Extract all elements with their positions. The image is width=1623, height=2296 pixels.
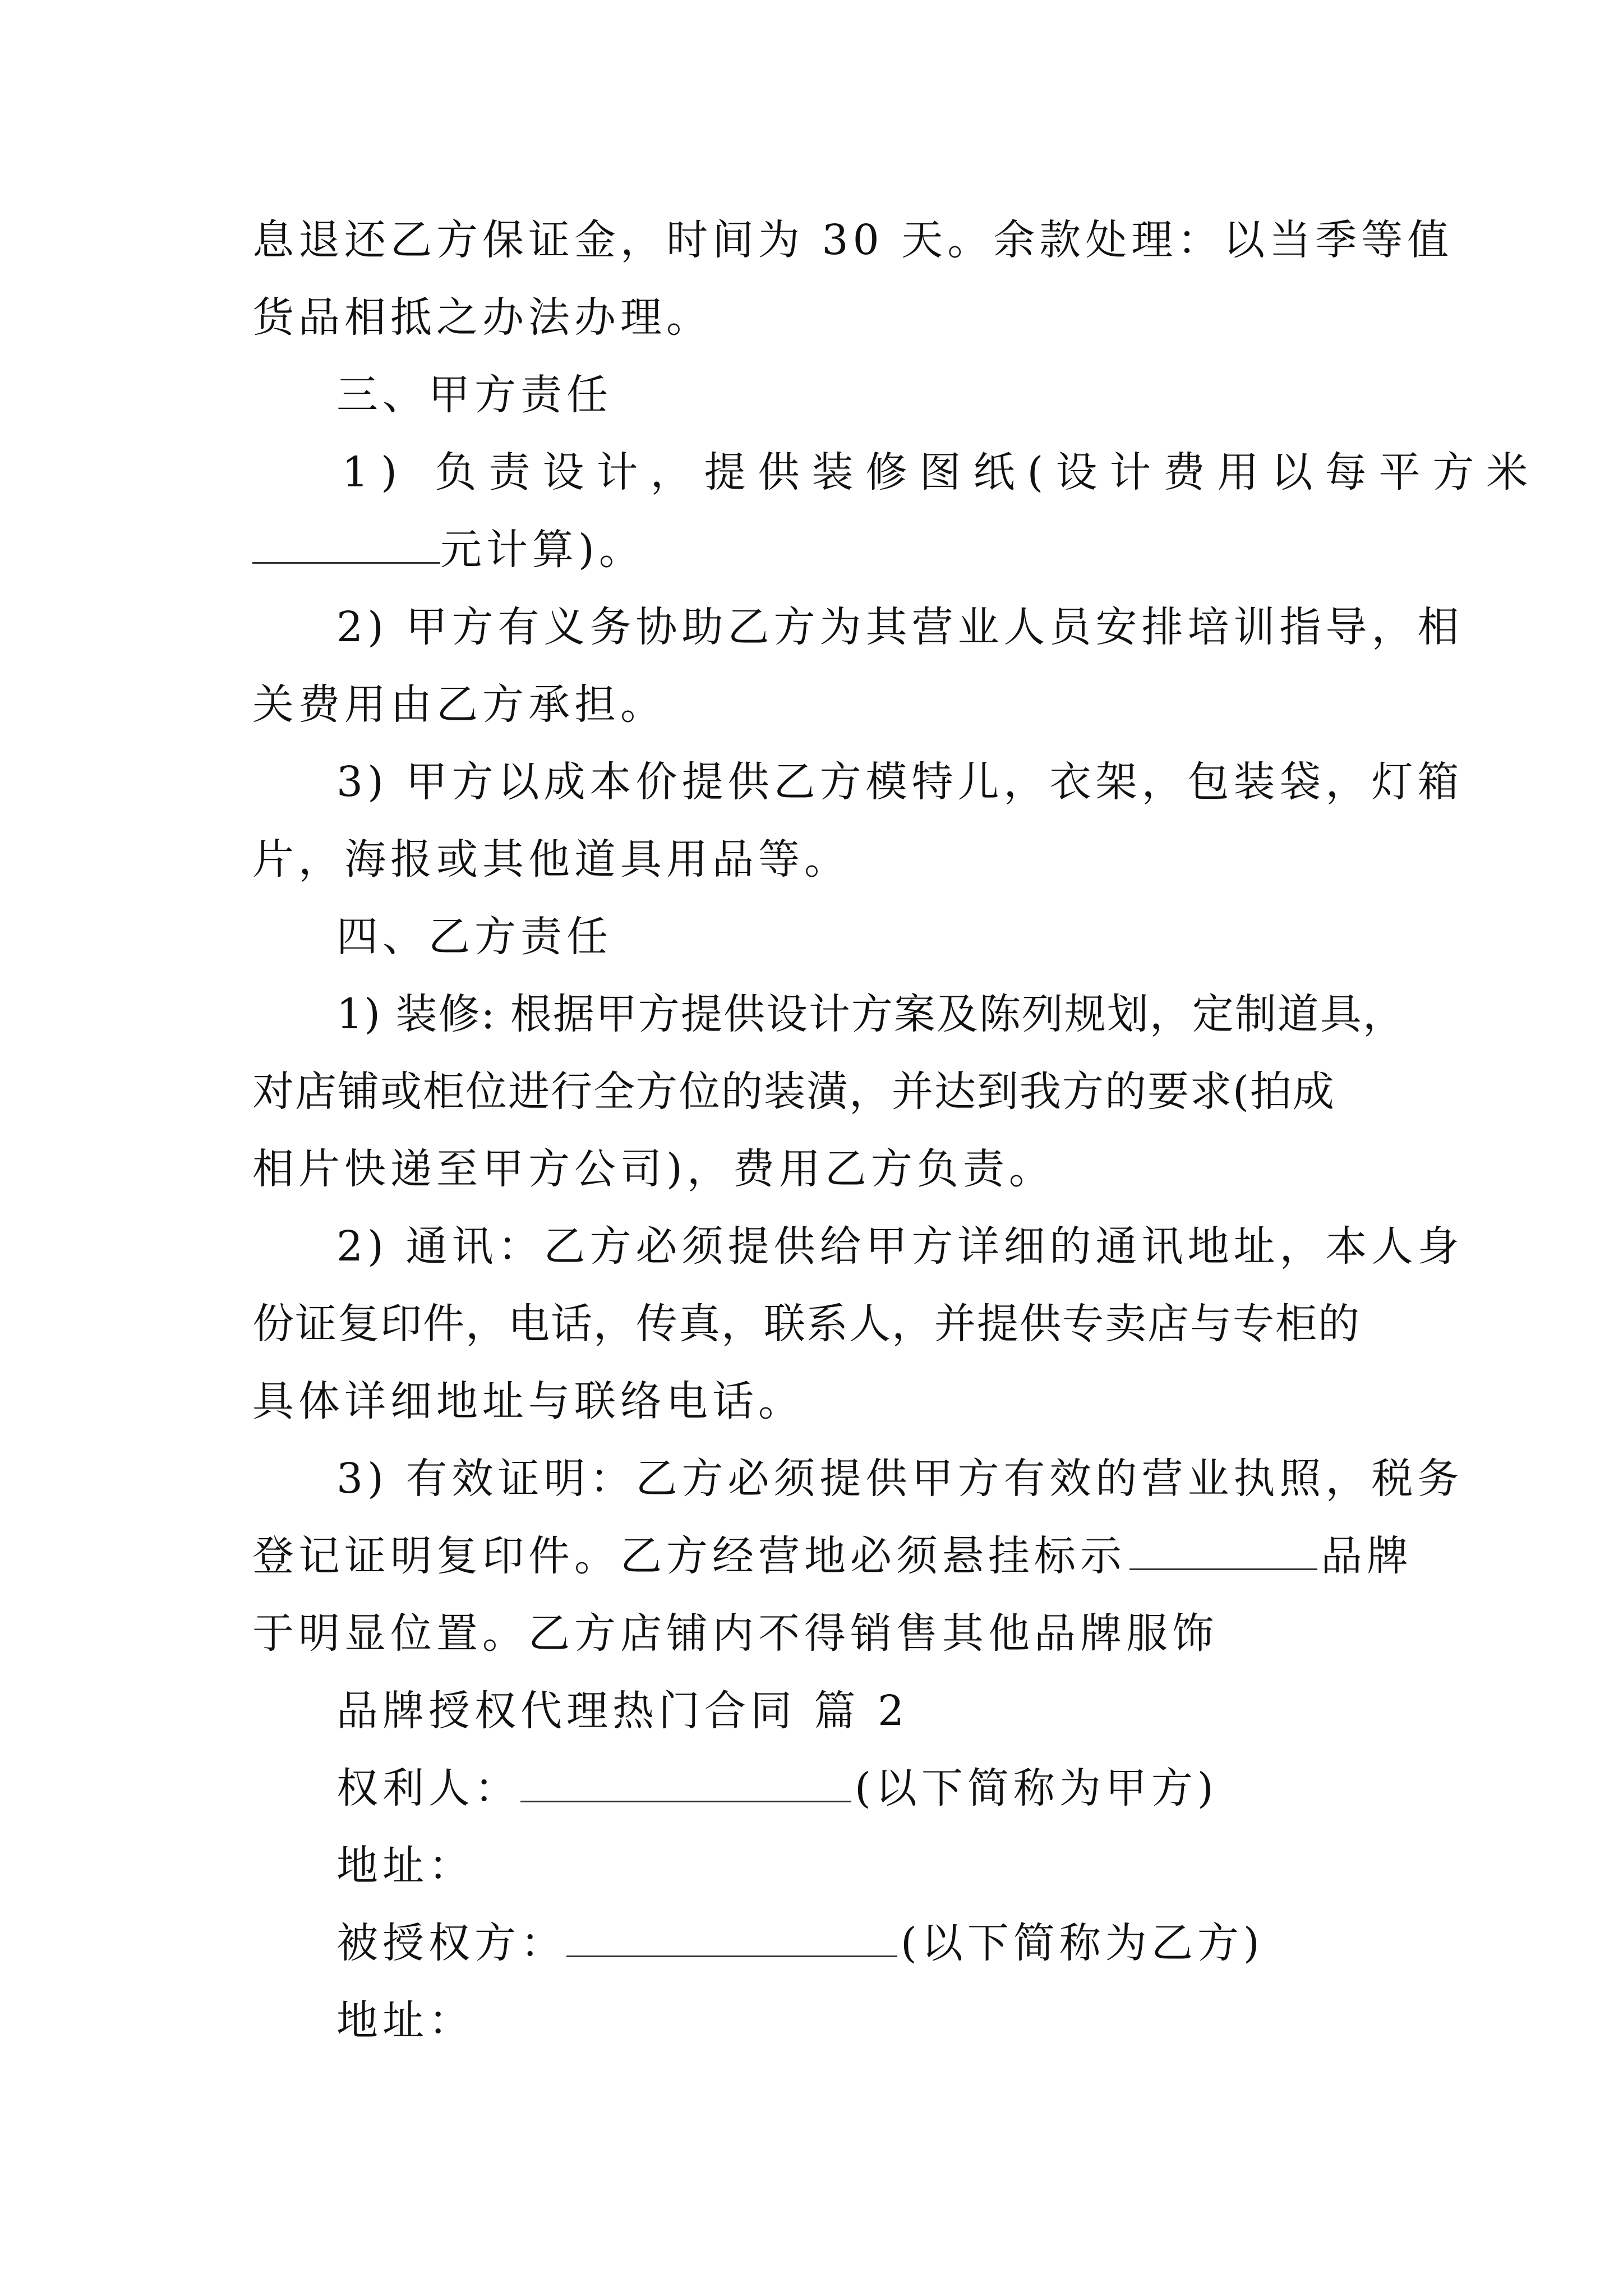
text-line bbox=[336, 1916, 1264, 1972]
text-line: 片，海报或其他道具用品等。 bbox=[252, 835, 850, 884]
blank-line bbox=[520, 1764, 851, 1802]
blank-line bbox=[252, 525, 440, 564]
text-line: 份证复印件，电话，传真，联系人，并提供专卖店与专柜的 bbox=[252, 1300, 1361, 1348]
text-line: 息退还乙方保证金，时间为 30 天。余款处理：以当季等值 bbox=[252, 216, 1454, 264]
text-line: 地址： bbox=[336, 1996, 474, 2045]
text-line: 1) 装修: 根据甲方提供设计方案及陈列规划，定制道具， bbox=[336, 990, 1405, 1038]
text-span: 品牌 bbox=[1321, 1532, 1413, 1580]
text-span: (以下简称为乙方) bbox=[901, 1919, 1264, 1967]
text-line: 2) 通讯：乙方必须提供给甲方详细的通讯地址，本人身 bbox=[336, 1222, 1464, 1271]
text-line bbox=[252, 1529, 1413, 1585]
text-line: 相片快递至甲方公司)，费用乙方负责。 bbox=[252, 1145, 1055, 1193]
text-line: 地址： bbox=[336, 1842, 474, 1890]
text-line: 2) 甲方有义务协助乙方为其营业人员安排培训指导，相 bbox=[336, 603, 1464, 651]
text-line: 3) 甲方以成本价提供乙方模特儿，衣架，包装袋，灯箱 bbox=[336, 758, 1464, 806]
blank-line bbox=[566, 1918, 897, 1957]
text-line: 货品相抵之办法办理。 bbox=[252, 293, 712, 342]
section-title-part-2: 品牌授权代理热门合同 篇 2 bbox=[336, 1687, 909, 1735]
text-line: 对店铺或柜位进行全方位的装潢，并达到我方的要求(拍成 bbox=[252, 1068, 1335, 1116]
text-span: 被授权方： bbox=[336, 1919, 566, 1967]
section-heading-party-a: 三、甲方责任 bbox=[336, 371, 612, 419]
text-line: 1) 负责设计，提供装修图纸(设计费用以每平方米 bbox=[342, 448, 1541, 496]
text-span: (以下简称为甲方) bbox=[855, 1764, 1218, 1812]
blank-line bbox=[1129, 1531, 1317, 1570]
text-span: 权利人： bbox=[336, 1764, 520, 1812]
text-line: 3) 有效证明：乙方必须提供甲方有效的营业执照，税务 bbox=[336, 1455, 1464, 1503]
text-line: 于明显位置。乙方店铺内不得销售其他品牌服饰 bbox=[252, 1609, 1218, 1658]
text-span: 登记证明复印件。乙方经营地必须悬挂标示 bbox=[252, 1532, 1126, 1580]
text-line bbox=[252, 523, 645, 579]
text-line: 关费用由乙方承担。 bbox=[252, 680, 666, 729]
text-span: 元计算)。 bbox=[440, 526, 645, 574]
section-heading-party-b: 四、乙方责任 bbox=[336, 913, 612, 961]
text-line bbox=[336, 1761, 1218, 1818]
text-line: 具体详细地址与联络电话。 bbox=[252, 1377, 804, 1425]
